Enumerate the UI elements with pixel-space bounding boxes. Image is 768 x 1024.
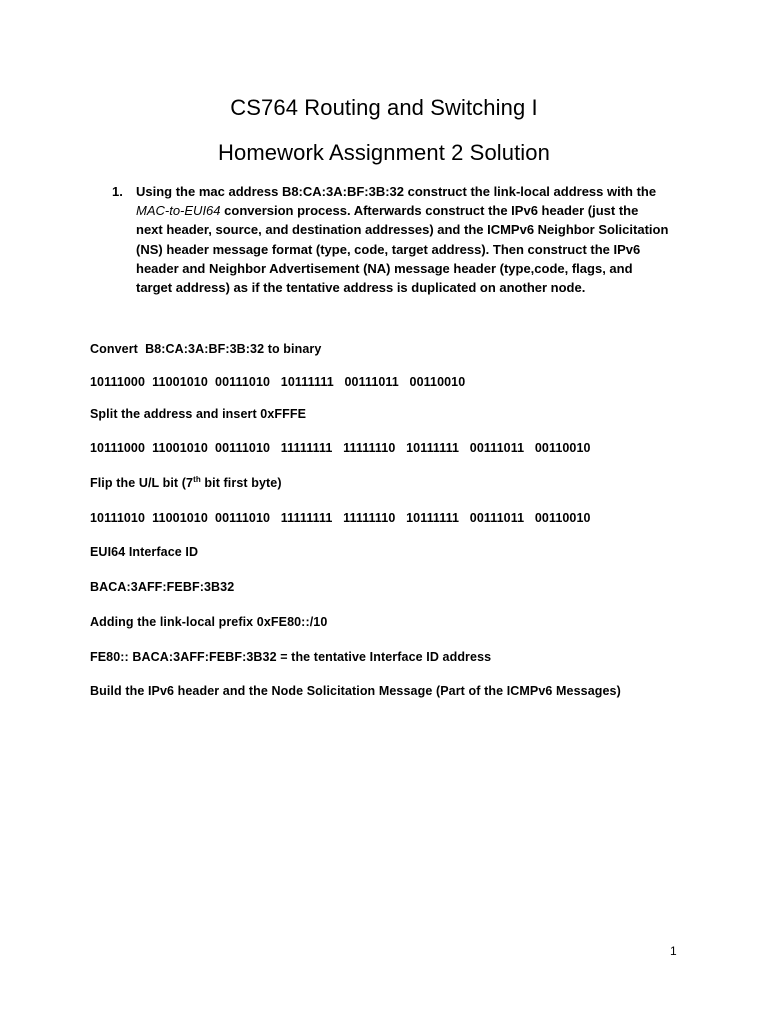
question-number: 1. xyxy=(112,184,123,199)
step-prefix: Adding the link-local prefix 0xFE80::/10 xyxy=(90,615,328,629)
eui-label: EUI64 Interface ID xyxy=(90,545,199,559)
flip-text: Flip the U/L bit (7 xyxy=(90,476,194,490)
question-italic-term: MAC-to-EUI64 xyxy=(136,203,221,219)
question-line: (NS) header message format (type, code, target address). Then construct the IPv6 xyxy=(136,241,641,257)
question-line xyxy=(136,201,672,220)
page-number: 1 xyxy=(670,944,677,958)
question-line: target address) as if the tentative address is duplicated on another node. xyxy=(136,280,586,296)
question-line-rest: conversion process. Afterwards construct the IPv6 header (just the xyxy=(220,203,639,219)
step-build: Build the IPv6 header and the Node Solicitation Message (Part of the ICMPv6 Messages) xyxy=(90,684,621,698)
page-subtitle: Homework Assignment 2 Solution xyxy=(218,140,550,165)
binary-with-fffe: 10111000 11001010 00111010 11111111 11111110 10111111 00111011 00110010 xyxy=(90,441,591,455)
question-line: header and Neighbor Advertisement (NA) message header (type,code, flags, and xyxy=(136,260,633,276)
page-title: CS764 Routing and Switching I xyxy=(230,95,538,120)
step-convert: Convert B8:CA:3A:BF:3B:32 to binary xyxy=(90,342,322,356)
flip-text-rest: bit first byte) xyxy=(200,476,282,490)
question-block xyxy=(112,182,672,297)
step-flip xyxy=(90,476,282,490)
question-line: next header, source, and destination addresses) and the ICMPv6 Neighbor Solicitation xyxy=(136,222,669,238)
question-text xyxy=(136,182,672,297)
question-line: Using the mac address B8:CA:3A:BF:3B:32 construct the link-local address with the xyxy=(136,184,657,199)
step-split: Split the address and insert 0xFFFE xyxy=(90,407,307,421)
binary-original: 10111000 11001010 00111010 10111111 00111011 00110010 xyxy=(90,375,466,389)
tentative-address: FE80:: BACA:3AFF:FEBF:3B32 = the tentative Interface ID address xyxy=(90,650,492,664)
flip-superscript: th xyxy=(193,474,201,484)
binary-flipped: 10111010 11001010 00111010 11111111 11111110 10111111 00111011 00110010 xyxy=(90,511,591,525)
eui-value: BACA:3AFF:FEBF:3B32 xyxy=(90,580,235,594)
